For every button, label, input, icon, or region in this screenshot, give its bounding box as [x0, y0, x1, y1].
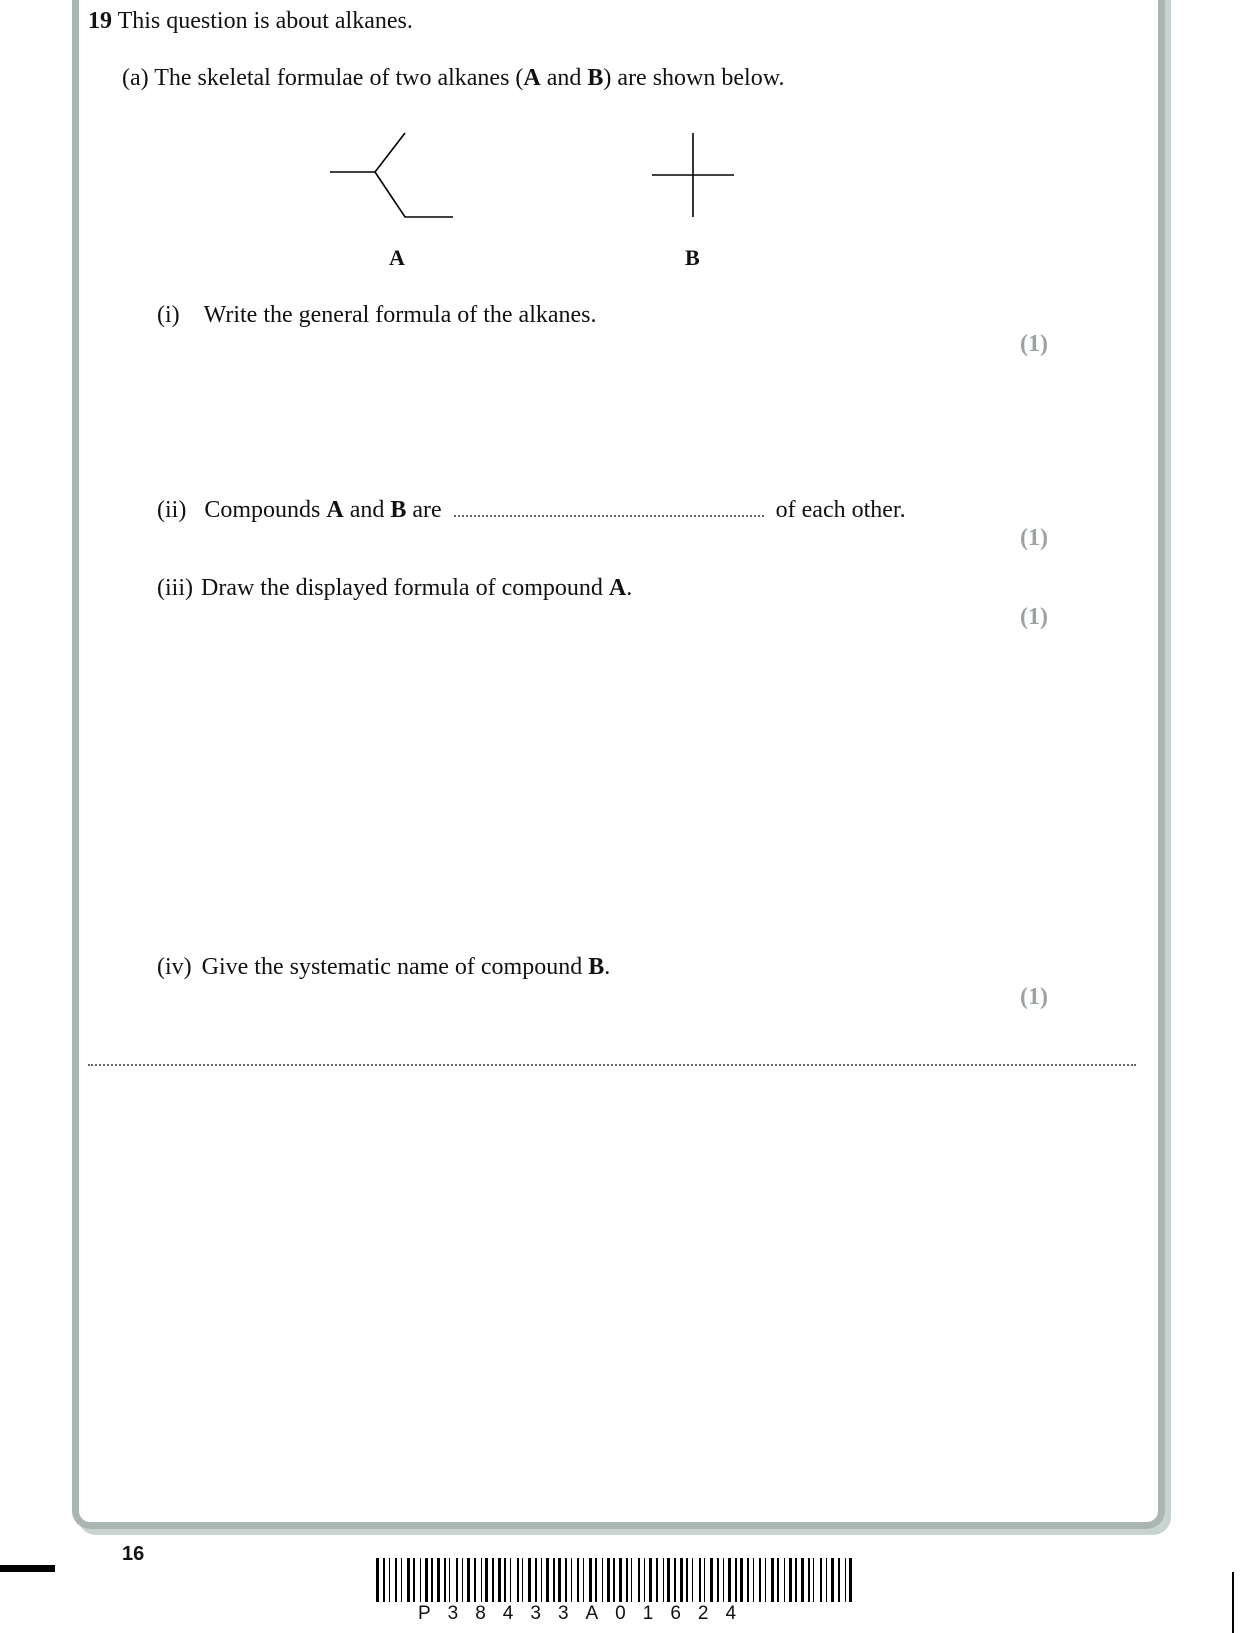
barcode-bar — [583, 1558, 584, 1602]
barcode-bar — [602, 1558, 603, 1602]
skeletal-formula-a — [330, 128, 460, 223]
barcode-bar — [535, 1558, 537, 1602]
barcode-bar — [710, 1558, 713, 1602]
barcode-bar — [577, 1558, 579, 1602]
barcode-bar — [674, 1558, 676, 1602]
barcode-bar — [723, 1558, 724, 1602]
part-a-text — [122, 64, 784, 92]
part-a-text-pre: The skeletal formulae of two alkanes ( — [154, 65, 524, 91]
barcode-bar — [376, 1558, 379, 1602]
barcode-bar — [462, 1558, 463, 1602]
barcode-bar — [667, 1558, 670, 1602]
barcode-bar — [631, 1558, 632, 1602]
barcode-bar — [619, 1558, 622, 1602]
barcode-bar — [826, 1558, 827, 1602]
barcode-bar — [546, 1558, 549, 1602]
sub-iii-label: (iii) — [157, 575, 193, 601]
barcode-bar — [813, 1558, 814, 1602]
barcode-bar — [649, 1558, 652, 1602]
barcode-bar — [838, 1558, 840, 1602]
barcode-bar — [498, 1558, 501, 1602]
barcode-bar — [777, 1558, 779, 1602]
barcode-bar — [747, 1558, 749, 1602]
sub-ii-and: and — [343, 497, 391, 523]
barcode-bar — [686, 1558, 688, 1602]
barcode-bar — [541, 1558, 542, 1602]
sub-ii-label: (ii) — [157, 497, 187, 523]
sub-iv-text-post: . — [604, 954, 611, 980]
barcode-bar — [467, 1558, 470, 1602]
barcode-bar — [638, 1558, 640, 1602]
barcode-bar — [431, 1558, 433, 1602]
barcode-bar — [704, 1558, 705, 1602]
barcode-bar — [801, 1558, 804, 1602]
barcode-bar — [753, 1558, 754, 1602]
barcode-bar — [437, 1558, 440, 1602]
barcode-bar — [517, 1558, 519, 1602]
barcode-bar — [522, 1558, 523, 1602]
barcode-bar — [728, 1558, 731, 1602]
sub-question-ii — [157, 496, 906, 524]
barcode-bar — [849, 1558, 852, 1602]
part-a-and: and — [540, 65, 588, 91]
answer-frame — [72, 0, 1165, 1529]
barcode-bar — [456, 1558, 458, 1602]
sub-iii-compound-a: A — [608, 575, 627, 601]
barcode-bar — [558, 1558, 561, 1602]
margin-marker — [0, 1565, 55, 1572]
marks-i: (1) — [1020, 331, 1048, 357]
barcode-bar — [765, 1558, 766, 1602]
barcode-bar — [789, 1558, 792, 1602]
barcode-bar — [395, 1558, 397, 1602]
sub-question-i — [157, 301, 597, 329]
barcode-bar — [820, 1558, 822, 1602]
sub-ii-text-post: of each other. — [775, 497, 906, 523]
barcode-bar — [492, 1558, 494, 1602]
barcode-bar — [626, 1558, 628, 1602]
barcode-bar — [444, 1558, 446, 1602]
sub-iii-text-pre: Draw the displayed formula of compound — [201, 575, 609, 601]
page-edge-marker — [1232, 1572, 1234, 1633]
molecule-label-b: B — [685, 245, 700, 270]
question-number: 19 — [88, 8, 112, 34]
barcode-bar — [413, 1558, 415, 1602]
barcode-bar — [383, 1558, 385, 1602]
part-a-label: (a) — [122, 65, 149, 91]
barcode-bar — [595, 1558, 597, 1602]
barcode-bar — [528, 1558, 531, 1602]
barcode-bar — [389, 1558, 390, 1602]
barcode-bar — [407, 1558, 410, 1602]
barcode-text: P38433A01624 — [418, 1603, 754, 1624]
sub-iii-text-post: . — [626, 575, 633, 601]
barcode-bar — [680, 1558, 683, 1602]
marks-iii: (1) — [1020, 604, 1048, 630]
marks-iv: (1) — [1020, 984, 1048, 1010]
barcode-bar — [474, 1558, 476, 1602]
bond-chain-a2 — [375, 172, 453, 217]
sub-i-label: (i) — [157, 302, 180, 328]
marks-ii: (1) — [1020, 525, 1048, 551]
barcode-bar — [759, 1558, 761, 1602]
sub-iv-label: (iv) — [157, 954, 192, 980]
part-a-text-post: ) are shown below. — [603, 65, 785, 91]
sub-ii-text-pre: Compounds — [204, 497, 327, 523]
barcode-bar — [717, 1558, 719, 1602]
sub-ii-text-mid: are — [406, 497, 442, 523]
sub-iv-compound-b: B — [588, 954, 605, 980]
barcode-bar — [740, 1558, 743, 1602]
barcode-bar — [425, 1558, 428, 1602]
answer-blank-ii[interactable] — [454, 497, 764, 517]
sub-i-text: Write the general formula of the alkanes. — [203, 302, 597, 328]
sub-question-iii — [157, 574, 632, 602]
barcode-bar — [656, 1558, 658, 1602]
skeletal-formula-b — [652, 130, 737, 220]
barcode-bar — [510, 1558, 511, 1602]
barcode-bar — [449, 1558, 450, 1602]
answer-line-iv[interactable] — [88, 1064, 1136, 1066]
bond-chain-a1 — [330, 133, 405, 172]
molecule-label-a: A — [389, 245, 405, 270]
barcode-bar — [553, 1558, 555, 1602]
page-number: 16 — [122, 1543, 145, 1565]
barcode-bar — [699, 1558, 701, 1602]
barcode-bar — [420, 1558, 421, 1602]
question-heading — [88, 7, 413, 35]
barcode-bar — [607, 1558, 610, 1602]
question-intro: This question is about alkanes. — [117, 8, 413, 34]
barcode-bar — [565, 1558, 567, 1602]
barcode-bar — [795, 1558, 797, 1602]
barcode-bar — [589, 1558, 592, 1602]
barcode-bar — [663, 1558, 664, 1602]
barcode-bar — [504, 1558, 506, 1602]
barcode-bar — [644, 1558, 645, 1602]
barcode-bar — [485, 1558, 488, 1602]
barcode-bar — [771, 1558, 774, 1602]
barcode-bar — [613, 1558, 615, 1602]
sub-ii-compound-b: B — [390, 497, 407, 523]
barcode-bar — [845, 1558, 846, 1602]
barcode-bar — [571, 1558, 572, 1602]
barcode-bar — [831, 1558, 834, 1602]
barcode-bar — [401, 1558, 402, 1602]
sub-iv-text-pre: Give the systematic name of compound — [201, 954, 589, 980]
part-a-compound-a: A — [523, 65, 541, 91]
barcode-bar — [735, 1558, 737, 1602]
sub-ii-compound-a: A — [326, 497, 344, 523]
barcode-bar — [692, 1558, 693, 1602]
sub-question-iv — [157, 953, 610, 981]
barcode-bar — [481, 1558, 482, 1602]
barcode-bar — [808, 1558, 810, 1602]
barcode-bar — [784, 1558, 785, 1602]
part-a-compound-b: B — [587, 65, 604, 91]
